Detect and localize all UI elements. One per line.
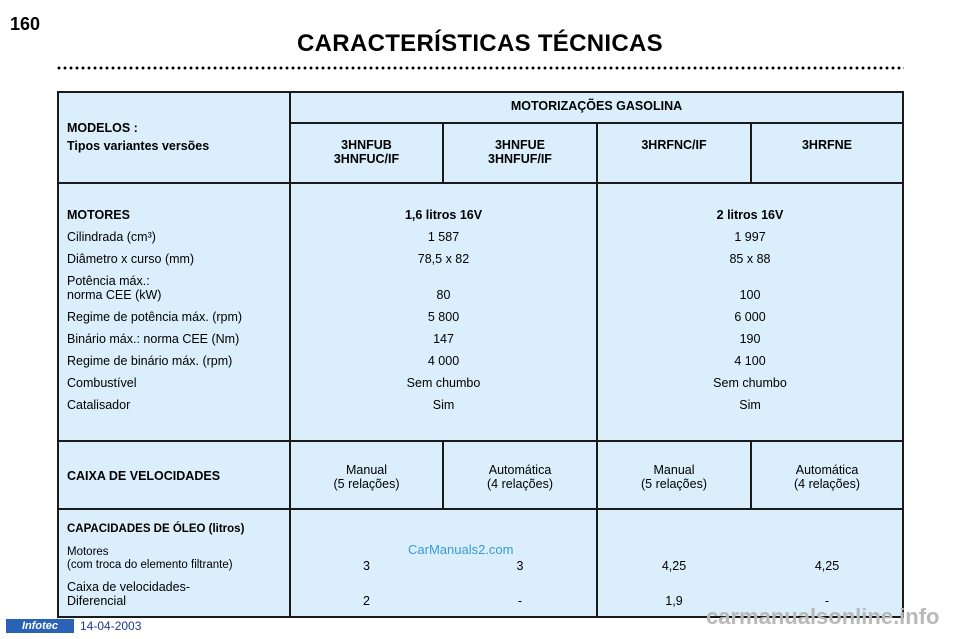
spec-value: 190 (739, 332, 761, 346)
oil-value: - (824, 594, 830, 608)
spec-value: 85 x 88 (729, 252, 771, 266)
watermark-carmanualsonline: carmanualsonline.info (706, 604, 940, 629)
oil-engine-label: Motores (com troca do elemento filtrante) (67, 546, 233, 571)
dotted-divider (56, 66, 904, 70)
spec-label: Cilindrada (cm³) (67, 230, 156, 244)
spec-label: Diâmetro x curso (mm) (67, 252, 195, 266)
spec-label: Potência máx.: (67, 274, 150, 288)
model-column-3: 3HRFNC/IF (641, 138, 707, 152)
engine-group-b: 2 litros 16V (716, 208, 784, 222)
oil-gearbox-label: Caixa de velocidades- Diferencial (67, 580, 190, 608)
specs-table (57, 91, 904, 618)
oil-value: 1,9 (665, 594, 683, 608)
page-number: 160 (10, 14, 41, 34)
spec-label: Regime de binário máx. (rpm) (67, 354, 233, 368)
spec-value: 4 100 (734, 354, 766, 368)
footer-date: 14-04-2003 (80, 619, 142, 633)
spec-value: 78,5 x 82 (417, 252, 470, 266)
spec-value: 100 (739, 288, 761, 302)
gearbox-cell-1: Manual (5 relações) (333, 463, 400, 491)
grid-line (750, 122, 752, 182)
spec-label: Binário máx.: norma CEE (Nm) (67, 332, 240, 346)
model-column-1: 3HNFUB 3HNFUC/IF (333, 138, 400, 166)
spec-value: 1 587 (427, 230, 460, 244)
caixa-heading: CAIXA DE VELOCIDADES (67, 469, 221, 483)
spec-label: norma CEE (kW) (67, 288, 162, 302)
variants-label: Tipos variantes versões (67, 139, 210, 153)
page-title: CARACTERÍSTICAS TÉCNICAS (297, 30, 663, 57)
oil-value: - (517, 594, 523, 608)
motores-heading: MOTORES (67, 208, 130, 222)
infotec-logo: Infotec (6, 619, 74, 633)
oil-value: 3 (516, 559, 524, 573)
model-column-2: 3HNFUE 3HNFUF/IF (488, 138, 552, 166)
engine-group-a: 1,6 litros 16V (404, 208, 483, 222)
spec-value: 80 (436, 288, 451, 302)
grid-line (59, 508, 902, 510)
gearbox-cell-3: Manual (5 relações) (641, 463, 707, 491)
oil-capacity-heading: CAPACIDADES DE ÓLEO (litros) (67, 523, 245, 535)
oil-value: 3 (363, 559, 370, 573)
spec-value: 147 (433, 332, 454, 346)
spec-value: 1 997 (734, 230, 766, 244)
spec-label: Catalisador (67, 398, 131, 412)
spec-value: 6 000 (734, 310, 766, 324)
spec-value: Sim (432, 398, 455, 412)
oil-value: 4,25 (814, 559, 840, 573)
spec-value: Sim (739, 398, 761, 412)
watermark-carmanuals2: CarManuals2.com (408, 542, 514, 557)
spec-value: 4 000 (427, 354, 460, 368)
spec-value: 5 800 (427, 310, 460, 324)
model-column-4: 3HRFNE (801, 138, 852, 152)
spec-label: Combustível (67, 376, 137, 390)
gearbox-cell-4: Automática (4 relações) (794, 463, 860, 491)
gearbox-cell-2: Automática (4 relações) (487, 463, 553, 491)
spec-value: Sem chumbo (713, 376, 787, 390)
oil-value: 4,25 (661, 559, 687, 573)
spec-label: Regime de potência máx. (rpm) (67, 310, 243, 324)
oil-value: 2 (363, 594, 370, 608)
engine-group-heading: MOTORIZAÇÕES GASOLINA (510, 99, 683, 113)
grid-line (59, 182, 902, 184)
spec-value: Sem chumbo (406, 376, 481, 390)
grid-line (596, 122, 598, 616)
models-label: MODELOS : (67, 121, 138, 135)
grid-line (289, 122, 902, 124)
grid-line (59, 440, 902, 442)
